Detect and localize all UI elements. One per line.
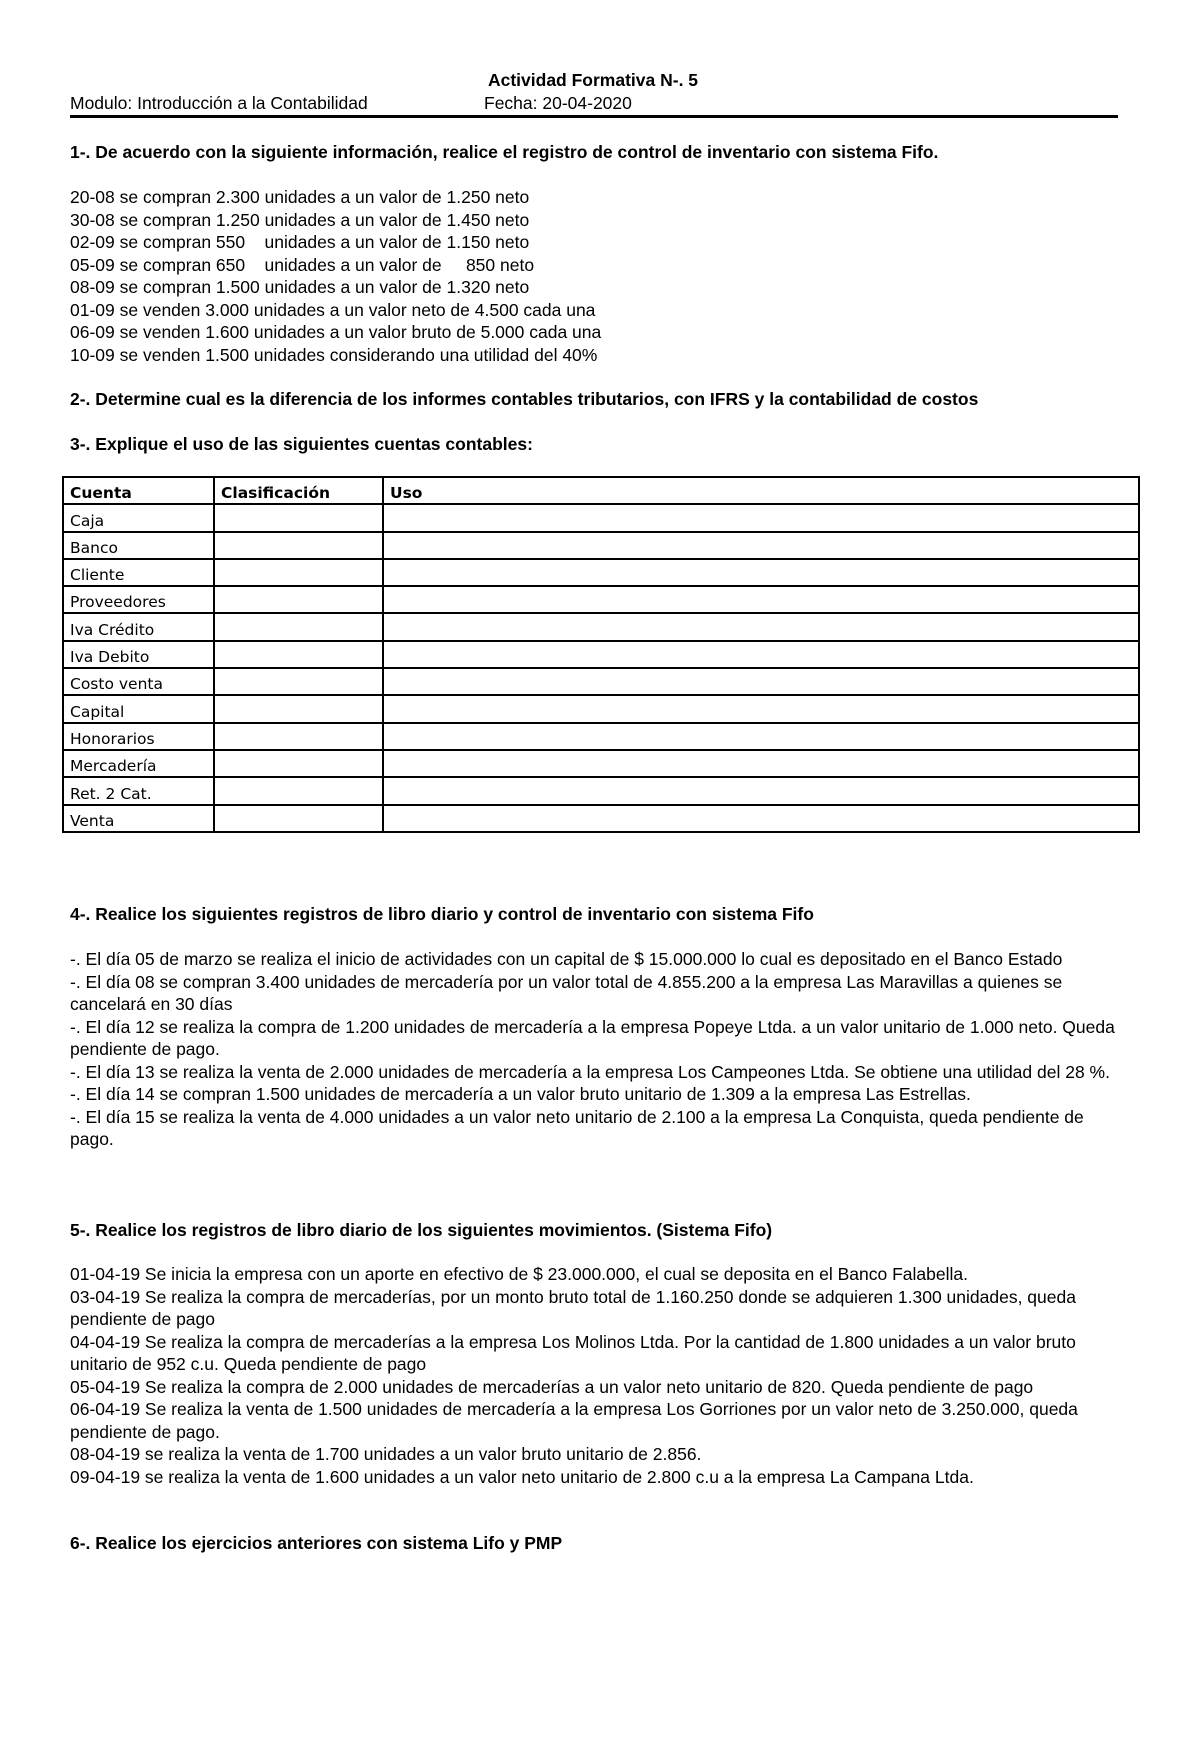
cell-uso	[383, 723, 1139, 750]
q5-item: 05-04-19 Se realiza la compra de 2.000 unidades de mercaderías a un valor neto unitario de 820. Queda pendiente de pago	[70, 1376, 1034, 1397]
cell-cuenta: Honorarios	[63, 723, 214, 750]
cell-cuenta: Capital	[63, 695, 214, 722]
cell-clasificacion	[214, 723, 383, 750]
cell-cuenta: Proveedores	[63, 586, 214, 613]
q4-item: -. El día 13 se realiza la venta de 2.000 unidades de mercadería a la empresa Los Campeones Ltda. Se obtiene una utilidad del 28 %.	[70, 1061, 1110, 1082]
cell-cuenta: Costo venta	[63, 668, 214, 695]
q5-item: 09-04-19 se realiza la venta de 1.600 unidades a un valor neto unitario de 2.800 c.u a la empresa La Campana Ltda.	[70, 1466, 974, 1487]
q2-title: 2-. Determine cual es la diferencia de los informes contables tributarios, con IFRS y la contabilidad de costos	[70, 389, 979, 409]
q4-item: -. El día 08 se compran 3.400 unidades de mercadería por un valor total de 4.855.200 a la empresa Las Maravillas a quienes se cancelará en 30 días	[70, 971, 1063, 1014]
q5-item: 06-04-19 Se realiza la venta de 1.500 unidades de mercadería a la empresa Los Gorriones por un valor neto de 3.250.000, queda pendiente de pago.	[70, 1399, 1078, 1442]
cell-uso	[383, 559, 1139, 586]
q1-line: 08-09 se compran 1.500 unidades a un valor de 1.320 neto	[70, 277, 530, 297]
q1-line: 01-09 se venden 3.000 unidades a un valor neto de 4.500 cada una	[70, 299, 596, 320]
table-row	[63, 777, 1139, 804]
q4-title: 4-. Realice los siguientes registros de libro diario y control de inventario con sistema Fifo	[70, 904, 814, 924]
q5-item: 04-04-19 Se realiza la compra de mercaderías a la empresa Los Molinos Ltda. Por la cantidad de 1.800 unidades a un valor bruto unitario de 952 c.u. Queda pendiente de pago	[70, 1331, 1076, 1374]
q1-line: 10-09 se venden 1.500 unidades considerando una utilidad del 40%	[70, 344, 598, 365]
cell-cuenta: Mercadería	[63, 750, 214, 777]
q1-list	[70, 186, 601, 366]
cell-cuenta: Venta	[63, 805, 214, 832]
q5-item: 03-04-19 Se realiza la compra de mercaderías, por un monto bruto total de 1.160.250 donde se adquieren 1.300 unidades, queda pendiente de pago	[70, 1286, 1076, 1329]
cell-clasificacion	[214, 750, 383, 777]
cell-clasificacion	[214, 668, 383, 695]
cell-uso	[383, 532, 1139, 559]
table-row	[63, 668, 1139, 695]
cell-uso	[383, 641, 1139, 668]
cell-clasificacion	[214, 532, 383, 559]
cell-clasificacion	[214, 641, 383, 668]
q5-list	[70, 1263, 1120, 1488]
cell-clasificacion	[214, 613, 383, 640]
cell-uso	[383, 777, 1139, 804]
q1-line: 20-08 se compran 2.300 unidades a un valor de 1.250 neto	[70, 187, 530, 207]
q1-line: 02-09 se compran 550 unidades a un valor de 1.150 neto	[70, 232, 530, 252]
table-row	[63, 641, 1139, 668]
cell-cuenta: Iva Debito	[63, 641, 214, 668]
q4-item: -. El día 15 se realiza la venta de 4.000 unidades a un valor neto unitario de 2.100 a la empresa La Conquista, queda pendiente de pago.	[70, 1106, 1084, 1149]
cell-uso	[383, 805, 1139, 832]
accounts-table	[62, 476, 1140, 833]
table-row	[63, 723, 1139, 750]
title-text: Actividad Formativa N-. 5	[487, 70, 699, 90]
cell-clasificacion	[214, 559, 383, 586]
table-row	[63, 559, 1139, 586]
q4-list	[70, 948, 1120, 1151]
table-row	[63, 532, 1139, 559]
q5-title: 5-. Realice los registros de libro diario de los siguientes movimientos. (Sistema Fifo)	[70, 1220, 773, 1240]
table-row	[63, 586, 1139, 613]
cell-uso	[383, 586, 1139, 613]
table-row	[63, 504, 1139, 531]
q6-title: 6-. Realice los ejercicios anteriores con sistema Lifo y PMP	[70, 1533, 563, 1553]
cell-clasificacion	[214, 777, 383, 804]
q4-item: -. El día 12 se realiza la compra de 1.200 unidades de mercadería a la empresa Popeye Ltda. a un valor unitario de 1.000 neto. Queda pendiente de pago.	[70, 1016, 1115, 1059]
header-cuenta: Cuenta	[63, 477, 214, 504]
q4-item: -. El día 05 de marzo se realiza el inicio de actividades con un capital de $ 15.000.000 lo cual es depositado en el Banco Estado	[70, 949, 1063, 969]
header-uso: Uso	[383, 477, 1139, 504]
q1-title: 1-. De acuerdo con la siguiente información, realice el registro de control de inventario con sistema Fifo.	[70, 142, 939, 162]
cell-uso	[383, 750, 1139, 777]
q4-item: -. El día 14 se compran 1.500 unidades de mercadería a un valor bruto unitario de 1.309 a la empresa Las Estrellas.	[70, 1084, 971, 1104]
date-label: Fecha: 20-04-2020	[484, 93, 632, 113]
table-row	[63, 805, 1139, 832]
cell-cuenta: Cliente	[63, 559, 214, 586]
table-row	[63, 613, 1139, 640]
cell-uso	[383, 695, 1139, 722]
cell-clasificacion	[214, 586, 383, 613]
table-header-row	[63, 477, 1139, 504]
q3-title: 3-. Explique el uso de las siguientes cuentas contables:	[70, 434, 533, 454]
cell-cuenta: Iva Crédito	[63, 613, 214, 640]
cell-uso	[383, 613, 1139, 640]
document-title	[0, 70, 1200, 91]
cell-cuenta: Ret. 2 Cat.	[63, 777, 214, 804]
cell-cuenta: Caja	[63, 504, 214, 531]
q1-line: 05-09 se compran 650 unidades a un valor de 850 neto	[70, 254, 535, 275]
cell-clasificacion	[214, 695, 383, 722]
header-clasificacion: Clasificación	[214, 477, 383, 504]
q5-item: 01-04-19 Se inicia la empresa con un aporte en efectivo de $ 23.000.000, el cual se deposita en el Banco Falabella.	[70, 1264, 968, 1284]
table-row	[63, 695, 1139, 722]
cell-clasificacion	[214, 805, 383, 832]
module-label: Modulo: Introducción a la Contabilidad	[70, 93, 368, 113]
cell-uso	[383, 668, 1139, 695]
cell-clasificacion	[214, 504, 383, 531]
header-rule	[70, 115, 1118, 118]
cell-uso	[383, 504, 1139, 531]
q1-line: 06-09 se venden 1.600 unidades a un valor bruto de 5.000 cada una	[70, 322, 602, 342]
q5-item: 08-04-19 se realiza la venta de 1.700 unidades a un valor bruto unitario de 2.856.	[70, 1444, 702, 1464]
cell-cuenta: Banco	[63, 532, 214, 559]
q1-line: 30-08 se compran 1.250 unidades a un valor de 1.450 neto	[70, 209, 530, 230]
table-row	[63, 750, 1139, 777]
